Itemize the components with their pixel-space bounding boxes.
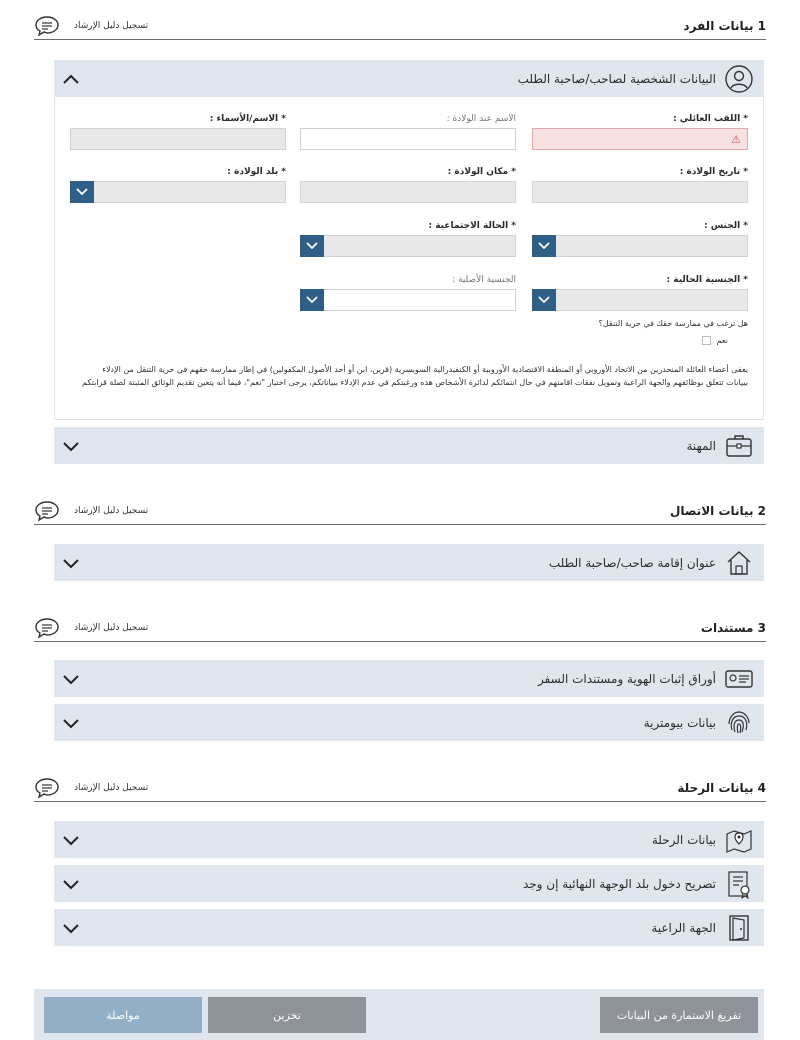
panel-title: تصريح دخول بلد الوجهة النهائية إن وجد xyxy=(522,876,716,891)
clear-form-button[interactable]: تفريغ الاستمارة من البيانات xyxy=(600,997,758,1033)
panel-trip-data[interactable] xyxy=(54,821,764,858)
fingerprint-icon xyxy=(724,708,754,738)
panel-title: المهنة xyxy=(686,438,716,453)
chevron-down-icon xyxy=(538,296,550,304)
panel-address[interactable] xyxy=(54,544,764,581)
chevron-down-icon[interactable] xyxy=(62,878,80,890)
notice-line-1: يعفى أعضاء العائلة المنحدرين من الاتحاد الأوروبي أو المنطقة الاقتصادية الأوروبية أو الكنفيدرالية السويسرية (قرين، ابن أو أحد الأصول المكفولين) في إطار ممارسة حقهم في حرية التنقل من الإدلاء xyxy=(102,365,748,374)
section-title: 2 بيانات الاتصال xyxy=(670,503,766,518)
chevron-down-icon[interactable] xyxy=(62,922,80,934)
panel-title: بيانات الرحلة xyxy=(651,832,716,847)
guide-link[interactable] xyxy=(34,500,148,522)
family-name-label: * اللقب العائلي : xyxy=(673,114,748,124)
section-header-trip xyxy=(34,774,766,802)
chevron-down-icon[interactable] xyxy=(62,557,80,569)
original-nationality-select[interactable] xyxy=(300,289,516,311)
panel-title: بيانات بيومترية xyxy=(643,715,716,730)
footer-bar xyxy=(34,989,764,1040)
section-title: 1 بيانات الفرد xyxy=(683,18,766,33)
yes-checkbox[interactable] xyxy=(702,336,711,345)
panel-sponsor[interactable] xyxy=(54,909,764,946)
guide-link[interactable] xyxy=(34,617,148,639)
chevron-down-icon xyxy=(306,242,318,250)
warning-icon: ⚠ xyxy=(731,133,741,146)
guide-label: تسجيل دليل الإرشاد xyxy=(74,20,149,31)
briefcase-icon xyxy=(724,431,754,461)
guide-label: تسجيل دليل الإرشاد xyxy=(74,782,149,793)
section-header-contact xyxy=(34,497,766,525)
user-circle-icon xyxy=(724,64,754,94)
dropdown-toggle[interactable] xyxy=(532,289,556,311)
birth-place-input[interactable] xyxy=(300,181,516,203)
dropdown-toggle[interactable] xyxy=(300,235,324,257)
dropdown-toggle[interactable] xyxy=(300,289,324,311)
panel-profession[interactable] xyxy=(54,427,764,464)
birth-name-label: الاسم عند الولادة : xyxy=(446,114,516,124)
family-name-input[interactable] xyxy=(532,128,748,150)
section-header-documents xyxy=(34,614,766,642)
guide-link[interactable] xyxy=(34,777,148,799)
panel-id-documents[interactable] xyxy=(54,660,764,697)
yes-label: نعم xyxy=(716,336,728,345)
birth-place-label: * مكان الولادة : xyxy=(447,167,516,177)
current-nationality-label: * الجنسية الحالية : xyxy=(666,275,748,285)
free-movement-question: هل ترغب في ممارسة حقك في حرية التنقل؟ xyxy=(598,319,748,328)
guide-label: تسجيل دليل الإرشاد xyxy=(74,622,149,633)
marital-status-select[interactable] xyxy=(300,235,516,257)
chat-bubble-icon xyxy=(34,500,60,522)
panel-biometric[interactable] xyxy=(54,704,764,741)
dropdown-toggle[interactable] xyxy=(532,235,556,257)
original-nationality-label: الجنسية الأصلية : xyxy=(452,275,516,285)
dropdown-toggle[interactable] xyxy=(70,181,94,203)
given-names-input[interactable] xyxy=(70,128,286,150)
certificate-icon xyxy=(724,869,754,899)
map-pin-icon xyxy=(724,825,754,855)
guide-link[interactable] xyxy=(34,15,148,37)
birth-name-input[interactable] xyxy=(300,128,516,150)
id-card-icon xyxy=(724,664,754,694)
birth-date-label: * تاريخ الولادة : xyxy=(679,167,748,177)
chat-bubble-icon xyxy=(34,617,60,639)
panel-title: الجهة الراعية xyxy=(651,920,716,935)
chevron-down-icon[interactable] xyxy=(62,834,80,846)
birth-date-input[interactable] xyxy=(532,181,748,203)
save-button[interactable]: تخزين xyxy=(208,997,366,1033)
section-title: 4 بيانات الرحلة xyxy=(677,780,766,795)
panel-title: أوراق إثبات الهوية ومستندات السفر xyxy=(537,671,716,686)
notice-line-2: ببيانات تتعلق بوظائفهم والجهة الراعية وتمويل نفقات اقامتهم في حال انتمائكم لدائرة الأشخاص هذه ورغبتكم في عدم الإدلاء ببياناتكم، يرجى اختيار "نعم"، فيما أنه يتعين تقديم الوثائق المثبتة لصلة قرابتكم xyxy=(82,378,748,387)
chevron-up-icon[interactable] xyxy=(62,73,80,85)
panel-entry-permit[interactable] xyxy=(54,865,764,902)
chevron-down-icon xyxy=(538,242,550,250)
chevron-down-icon[interactable] xyxy=(62,717,80,729)
chevron-down-icon[interactable] xyxy=(62,673,80,685)
birth-country-select[interactable] xyxy=(70,181,286,203)
chevron-down-icon xyxy=(76,188,88,196)
chevron-down-icon[interactable] xyxy=(62,440,80,452)
door-icon xyxy=(724,913,754,943)
free-movement-option[interactable] xyxy=(702,336,728,345)
panel-title: البيانات الشخصية لصاحب/صاحبة الطلب xyxy=(517,71,716,86)
marital-status-label: * الحالة الاجتماعية : xyxy=(428,221,516,231)
panel-personal-data[interactable] xyxy=(54,60,764,97)
panel-title: عنوان إقامة صاحب/صاحبة الطلب xyxy=(548,555,716,570)
birth-country-label: * بلد الولادة : xyxy=(227,167,286,177)
current-nationality-select[interactable] xyxy=(532,289,748,311)
chat-bubble-icon xyxy=(34,777,60,799)
house-icon xyxy=(724,548,754,578)
gender-label: * الجنس : xyxy=(704,221,748,231)
section-header-personal xyxy=(34,12,766,40)
given-names-label: * الاسم/الأسماء : xyxy=(209,114,286,124)
gender-select[interactable] xyxy=(532,235,748,257)
section-title: 3 مستندات xyxy=(700,620,766,635)
chevron-down-icon xyxy=(306,296,318,304)
guide-label: تسجيل دليل الإرشاد xyxy=(74,505,149,516)
continue-button[interactable]: مواصلة xyxy=(44,997,202,1033)
chat-bubble-icon xyxy=(34,15,60,37)
